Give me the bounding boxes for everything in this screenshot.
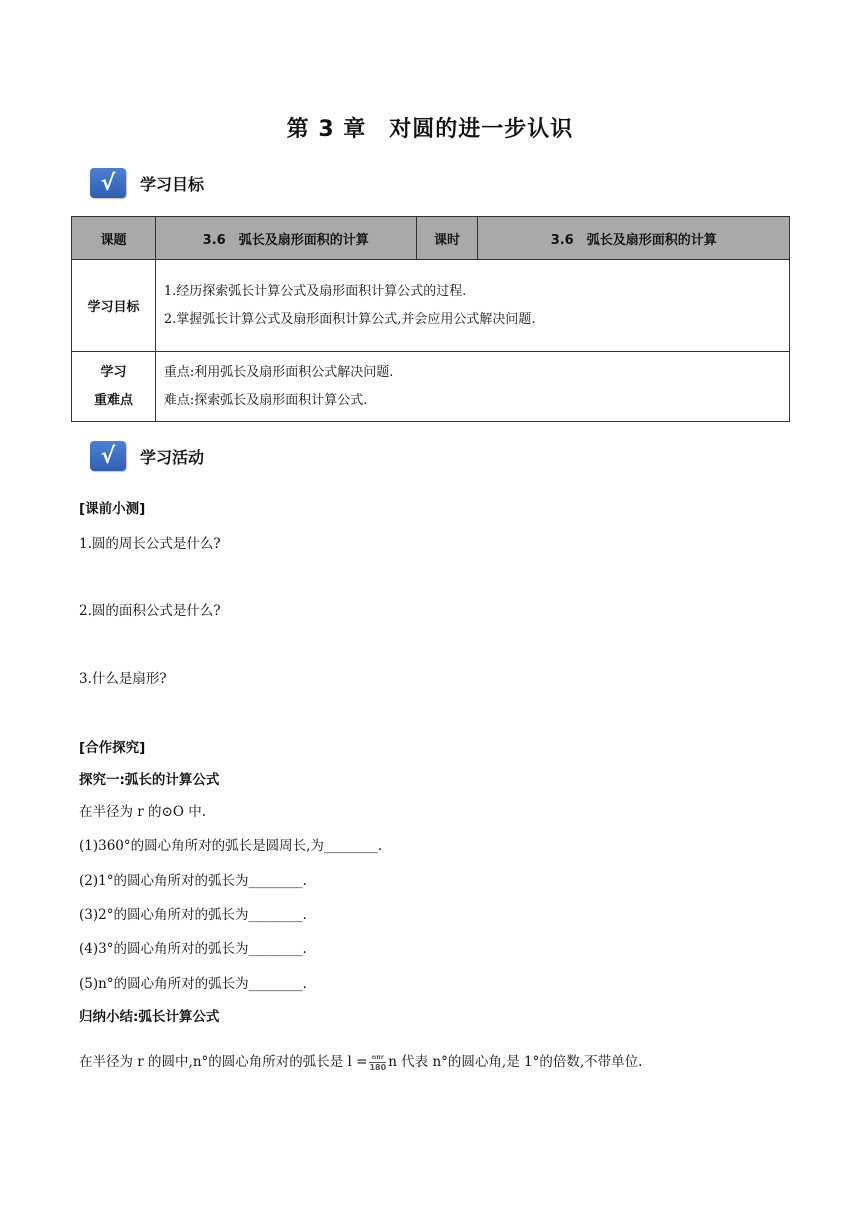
fraction-numerator: nπr (369, 1053, 386, 1063)
explore-item: (4)3°的圆心角所对的弧长为________. (79, 941, 307, 957)
table-row (72, 352, 790, 422)
explore-item: (3)2°的圆心角所对的弧长为________. (79, 907, 307, 923)
header-period-value: 3.6 弧长及扇形面积的计算 (478, 217, 790, 260)
explore-item: (2)1°的圆心角所对的弧长为________. (79, 873, 307, 889)
key-points-content (155, 352, 789, 422)
check-icon: √ (90, 441, 126, 471)
summary-post: n 代表 n°的圆心角,是 1°的倍数,不带单位. (388, 1054, 643, 1070)
explore-item: (1)360°的圆心角所对的弧长是圆周长,为________. (79, 838, 383, 854)
goals-table (71, 216, 790, 422)
summary-text (79, 1050, 642, 1072)
pretest-question: 2.圆的面积公式是什么? (79, 603, 221, 619)
goal-line: 1.经历探索弧长计算公式及扇形面积计算公式的过程. (163, 283, 467, 299)
section-goals-header (90, 166, 204, 200)
explore-intro: 在半径为 r 的⊙O 中. (79, 804, 206, 820)
header-topic-value: 3.6 弧长及扇形面积的计算 (155, 217, 416, 260)
fraction-denominator: 180 (369, 1063, 387, 1072)
pretest-question: 3.什么是扇形? (79, 671, 167, 687)
pretest-heading: [课前小测] (79, 501, 146, 517)
check-icon: √ (90, 168, 126, 198)
summary-pre: 在半径为 r 的圆中,n°的圆心角所对的弧长是 l = (79, 1054, 368, 1070)
summary-heading: 归纳小结:弧长计算公式 (79, 1009, 220, 1025)
section-activity-title: 学习活动 (140, 447, 205, 467)
goal-line: 2.掌握弧长计算公式及扇形面积计算公式,并会应用公式解决问题. (163, 311, 536, 327)
goals-content (155, 260, 789, 352)
table-row (72, 260, 790, 352)
table-header-row (72, 217, 790, 260)
header-topic-label: 课题 (72, 217, 156, 260)
pretest-question: 1.圆的周长公式是什么? (79, 536, 221, 552)
key-label-line: 重难点 (93, 392, 133, 408)
header-period-label: 课时 (416, 217, 478, 260)
explore-subheading: 探究一:弧长的计算公式 (79, 772, 220, 788)
arc-length-fraction (369, 1053, 386, 1072)
page-title: 第 3 章 对圆的进一步认识 (286, 117, 574, 142)
explore-item: (5)n°的圆心角所对的弧长为________. (79, 976, 307, 992)
section-goals-title: 学习目标 (140, 174, 205, 194)
key-point-line: 重点:利用弧长及扇形面积公式解决问题. (163, 364, 394, 380)
key-label-line: 学习 (100, 364, 127, 380)
explore-heading: [合作探究] (79, 740, 146, 756)
key-points-label (72, 352, 156, 422)
goals-label: 学习目标 (72, 260, 156, 352)
section-activity-header (90, 439, 204, 473)
key-point-line: 难点:探索弧长及扇形面积计算公式. (163, 392, 368, 408)
